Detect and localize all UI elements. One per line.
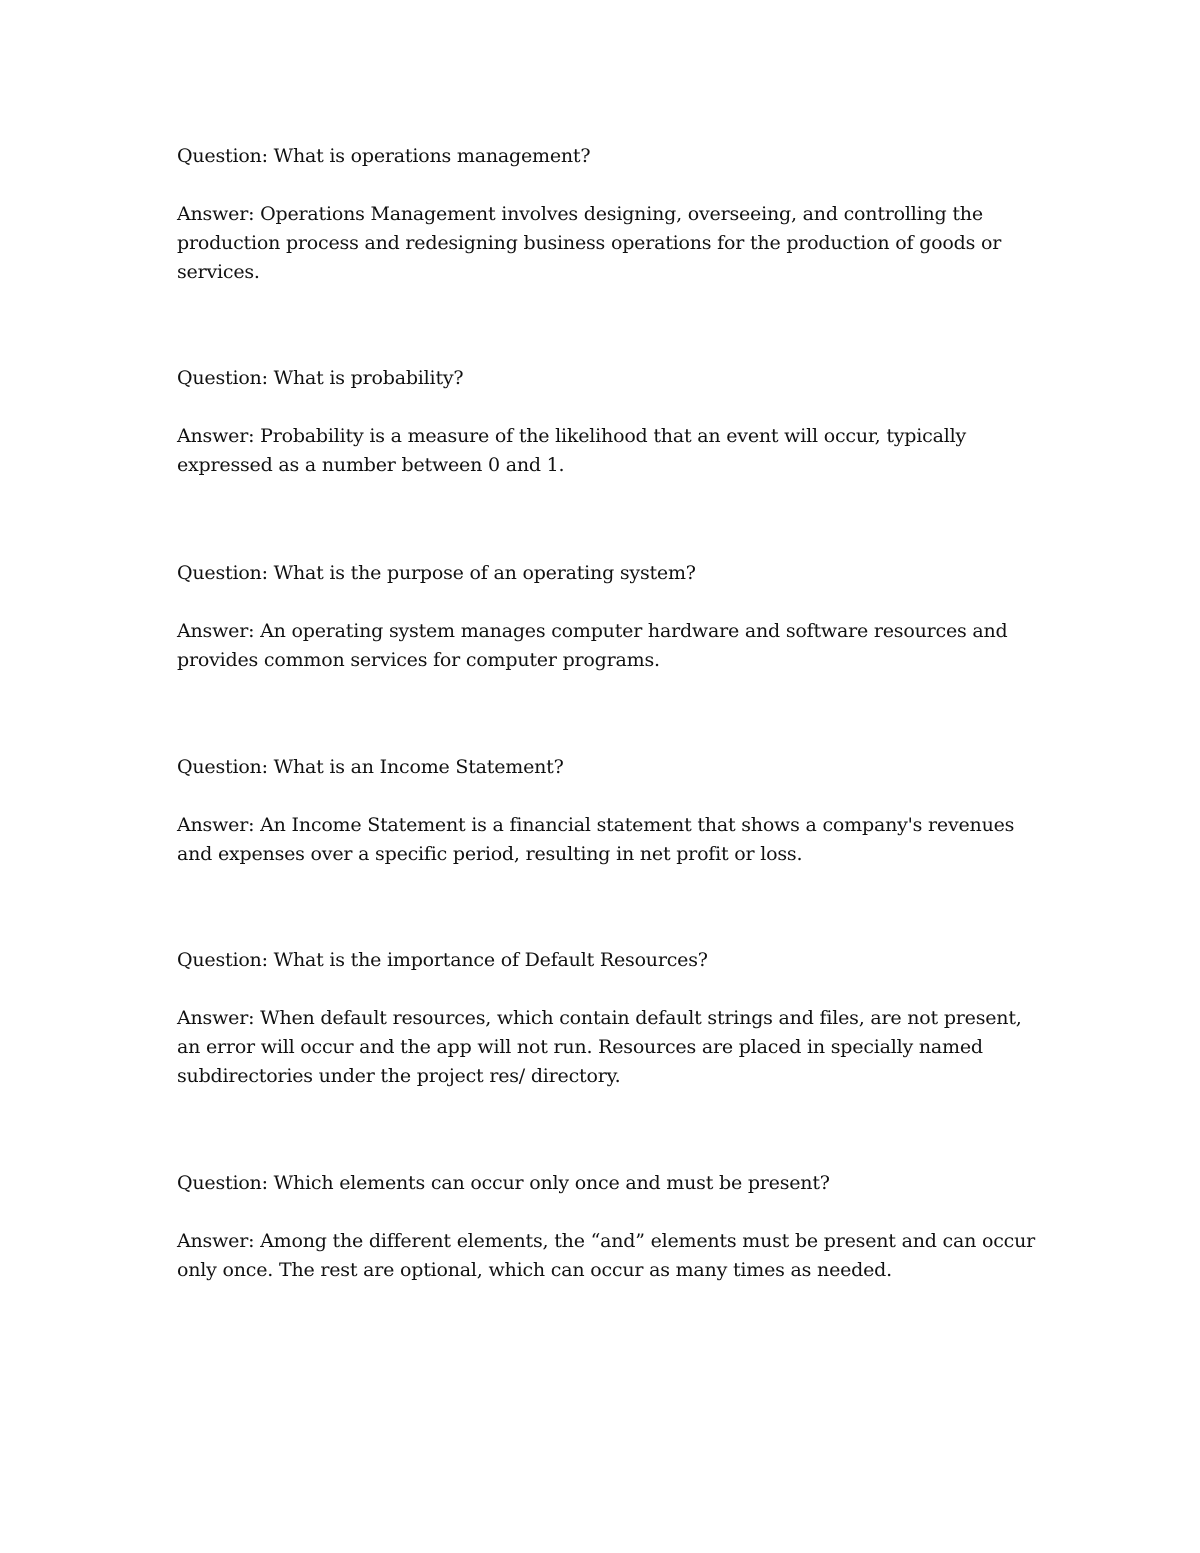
answer-text: Answer: Among the different elements, the “and” elements must be present and can occur only once. The rest are optional, which can occur as many times as needed. (177, 1230, 1036, 1281)
answer-text: Answer: Operations Management involves designing, overseeing, and controlling the production process and redesigning business operations for the production of goods or services. (177, 203, 1002, 283)
qa-block (177, 559, 1037, 675)
qa-block (177, 364, 1037, 480)
answer-text: Answer: Probability is a measure of the likelihood that an event will occur, typically expressed as a number between 0 and 1. (177, 425, 967, 476)
question-text: Question: What is the purpose of an operating system? (177, 562, 696, 584)
question-text: Question: What is probability? (177, 367, 464, 389)
question-text: Question: What is an Income Statement? (177, 756, 564, 778)
question-text: Question: What is operations management? (177, 145, 591, 167)
answer-text: Answer: An Income Statement is a financial statement that shows a company's revenues and expenses over a specific period, resulting in net profit or loss. (177, 814, 1015, 865)
qa-block (177, 142, 1037, 287)
qa-block (177, 753, 1037, 869)
qa-block (177, 946, 1037, 1091)
answer-text: Answer: When default resources, which contain default strings and files, are not present, an error will occur and the app will not run. Resources are placed in specially named subdirectories under the project res/ directory. (177, 1007, 1022, 1087)
question-text: Question: What is the importance of Default Resources? (177, 949, 708, 971)
qa-block (177, 1169, 1037, 1285)
question-text: Question: Which elements can occur only once and must be present? (177, 1172, 830, 1194)
answer-text: Answer: An operating system manages computer hardware and software resources and provides common services for computer programs. (177, 620, 1008, 671)
